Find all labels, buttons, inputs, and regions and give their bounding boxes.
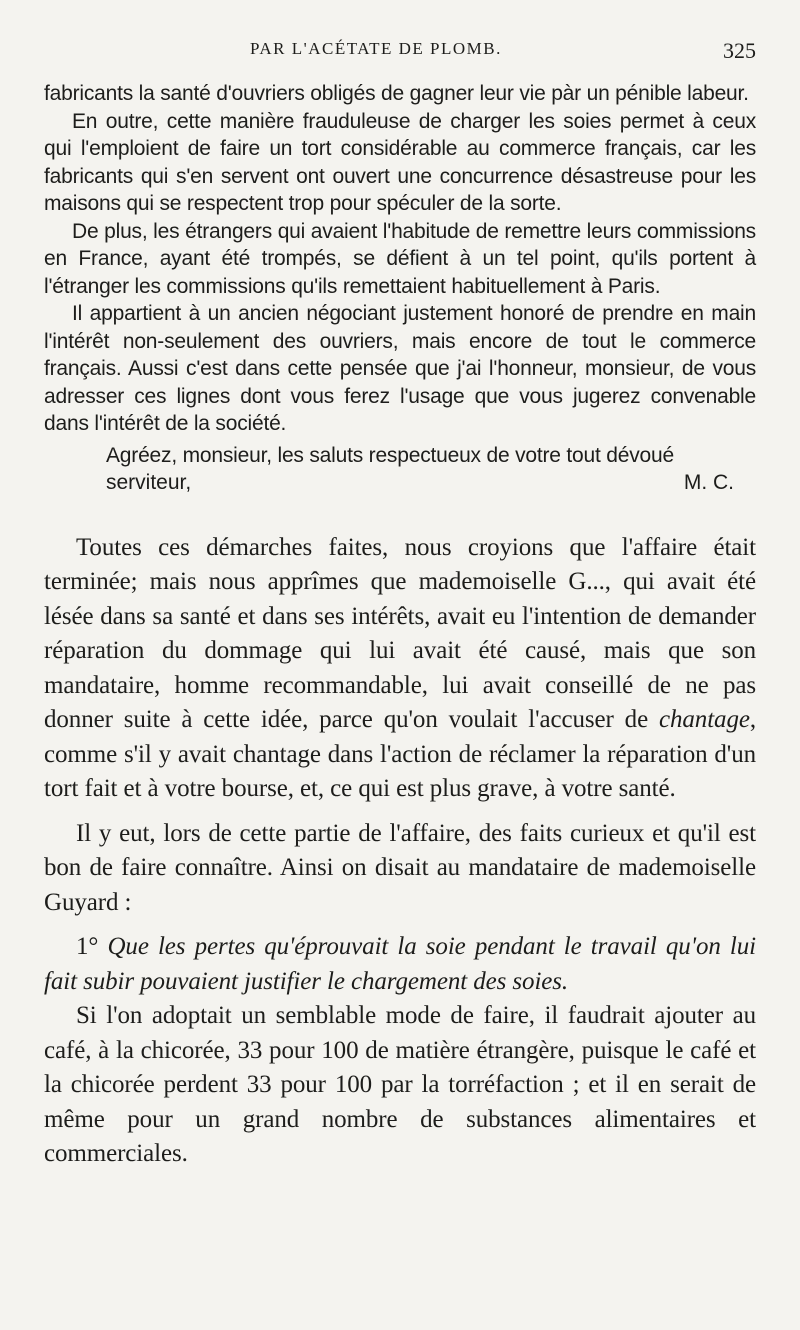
letter-closing	[44, 442, 756, 497]
body-paragraph-3	[44, 930, 756, 999]
body-paragraph-3-italic: Que les pertes qu'éprouvait la soie pendant le travail qu'on lui fait subir pouvaient justifier le chargement des soies.	[44, 933, 756, 995]
letter-paragraph-3: De plus, les étrangers qui avaient l'habitude de remettre leurs commissions en France, ayant été trompés, se défient à un tel point, qu'ils portent à l'étranger les commissions qu'ils remettaient habituellement à Paris.	[44, 219, 756, 298]
body-paragraph-1	[44, 531, 756, 807]
running-head: PAR L'ACÉTATE DE PLOMB.	[250, 39, 502, 58]
closing-servant-line	[44, 469, 756, 497]
body-paragraph-1-end: , comme s'il y avait chantage dans l'action de réclamer la réparation d'un tort fait et à votre bourse, et, ce qui est plus grave, à votre santé.	[44, 706, 756, 802]
list-number: 1°	[76, 933, 99, 960]
quoted-letter	[44, 80, 756, 497]
letter-paragraph-1: fabricants la santé d'ouvriers obligés de gagner leur vie pàr un pénible labeur.	[44, 82, 749, 105]
closing-servant: serviteur,	[106, 471, 192, 494]
closing-salutation: Agréez, monsieur, les saluts respectueux de votre tout dévoué	[106, 443, 674, 467]
body-paragraph-4: Si l'on adoptait un semblable mode de faire, il faudrait ajouter au café, à la chicorée, 33 pour 100 de matière étrangère, puisque le café et la chicorée perdent 33 pour 100 par la torréfaction ; et il en serait de même pour un grand nombre de substances alimentaires et commerciales.	[44, 1002, 756, 1167]
page-header	[44, 30, 756, 80]
main-text	[44, 531, 756, 1172]
letter-paragraph-2: En outre, cette manière frauduleuse de charger les soies permet à ceux qui l'emploient de faire un tort considérable au commerce français, car les fabricants qui s'en servent ont ouvert une concurrence désastreuse pour les maisons qui se respectent trop pour spéculer de la sorte.	[44, 109, 756, 215]
body-paragraph-1-start: Toutes ces démarches faites, nous croyions que l'affaire était terminée; mais nous apprîmes que mademoiselle G..., qui avait été lésée dans sa santé et dans ses intérêts, avait eu l'intention de demander réparation du dommage qui lui avait été causé, mais que son mandataire, homme recommandable, lui avait conseillé de ne pas donner suite à cette idée, parce qu'on voulait l'accuser de	[44, 533, 756, 733]
signature: M. C.	[683, 471, 734, 494]
page-number: 325	[723, 38, 756, 63]
letter-paragraph-4: Il appartient à un ancien négociant justement honoré de prendre en main l'intérêt non-seulement des ouvriers, mais encore de tout le commerce français. Aussi c'est dans cette pensée que j'ai l'honneur, monsieur, de vous adresser ces lignes dont vous ferez l'usage que vous jugerez convenable dans l'intérêt de la société.	[44, 302, 756, 435]
body-paragraph-2: Il y eut, lors de cette partie de l'affaire, des faits curieux et qu'il est bon de faire connaître. Ainsi on disait au mandataire de mademoiselle Guyard :	[44, 819, 756, 916]
book-page	[44, 30, 756, 1310]
body-paragraph-1-italic: chantage	[659, 706, 750, 733]
